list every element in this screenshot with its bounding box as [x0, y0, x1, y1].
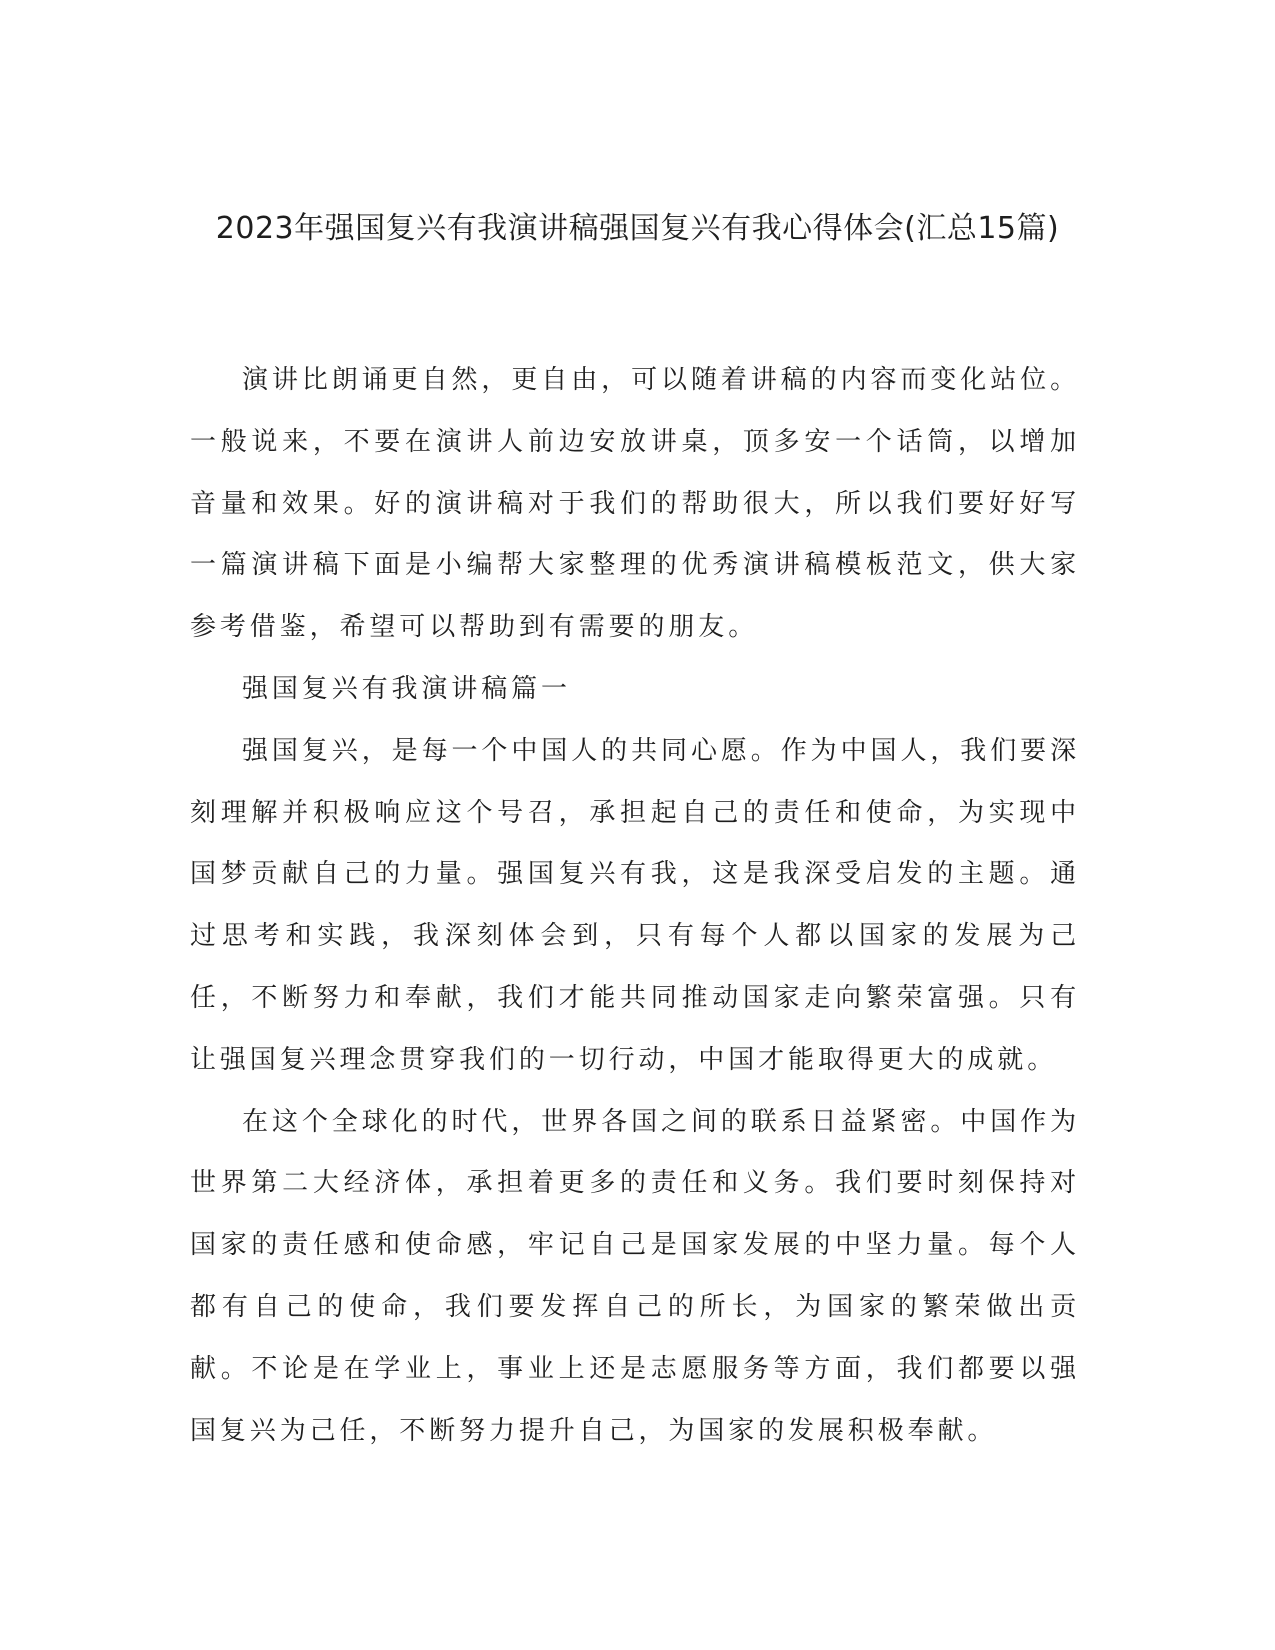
paragraph-body-2: 在这个全球化的时代，世界各国之间的联系日益紧密。中国作为世界第二大经济体，承担着更多的责任和义务。我们要时刻保持对国家的责任感和使命感，牢记自己是国家发展的中坚力量。每个人都有自己的使命，我们要发挥自己的所长，为国家的繁荣做出贡献。不论是在学业上，事业上还是志愿服务等方面，我们都要以强国复兴为己任，不断努力提升自己，为国家的发展积极奉献。	[190, 1106, 1080, 1446]
section-heading: 强国复兴有我演讲稿篇一	[242, 673, 571, 704]
paragraph-body-1: 强国复兴，是每一个中国人的共同心愿。作为中国人，我们要深刻理解并积极响应这个号召，承担起自己的责任和使命，为实现中国梦贡献自己的力量。强国复兴有我，这是我深受启发的主题。通过思考和实践，我深刻体会到，只有每个人都以国家的发展为己任，不断努力和奉献，我们才能共同推动国家走向繁荣富强。只有让强国复兴理念贯穿我们的一切行动，中国才能取得更大的成就。	[190, 735, 1080, 1075]
paragraph-intro: 演讲比朗诵更自然，更自由，可以随着讲稿的内容而变化站位。一般说来，不要在演讲人前边安放讲桌，顶多安一个话筒，以增加音量和效果。好的演讲稿对于我们的帮助很大，所以我们要好好写一篇演讲稿下面是小编帮大家整理的优秀演讲稿模板范文，供大家参考借鉴，希望可以帮助到有需要的朋友。	[190, 365, 1080, 643]
document-body	[190, 350, 1080, 1462]
document-title: 2023年强国复兴有我演讲稿强国复兴有我心得体会(汇总15篇)	[215, 211, 1060, 246]
